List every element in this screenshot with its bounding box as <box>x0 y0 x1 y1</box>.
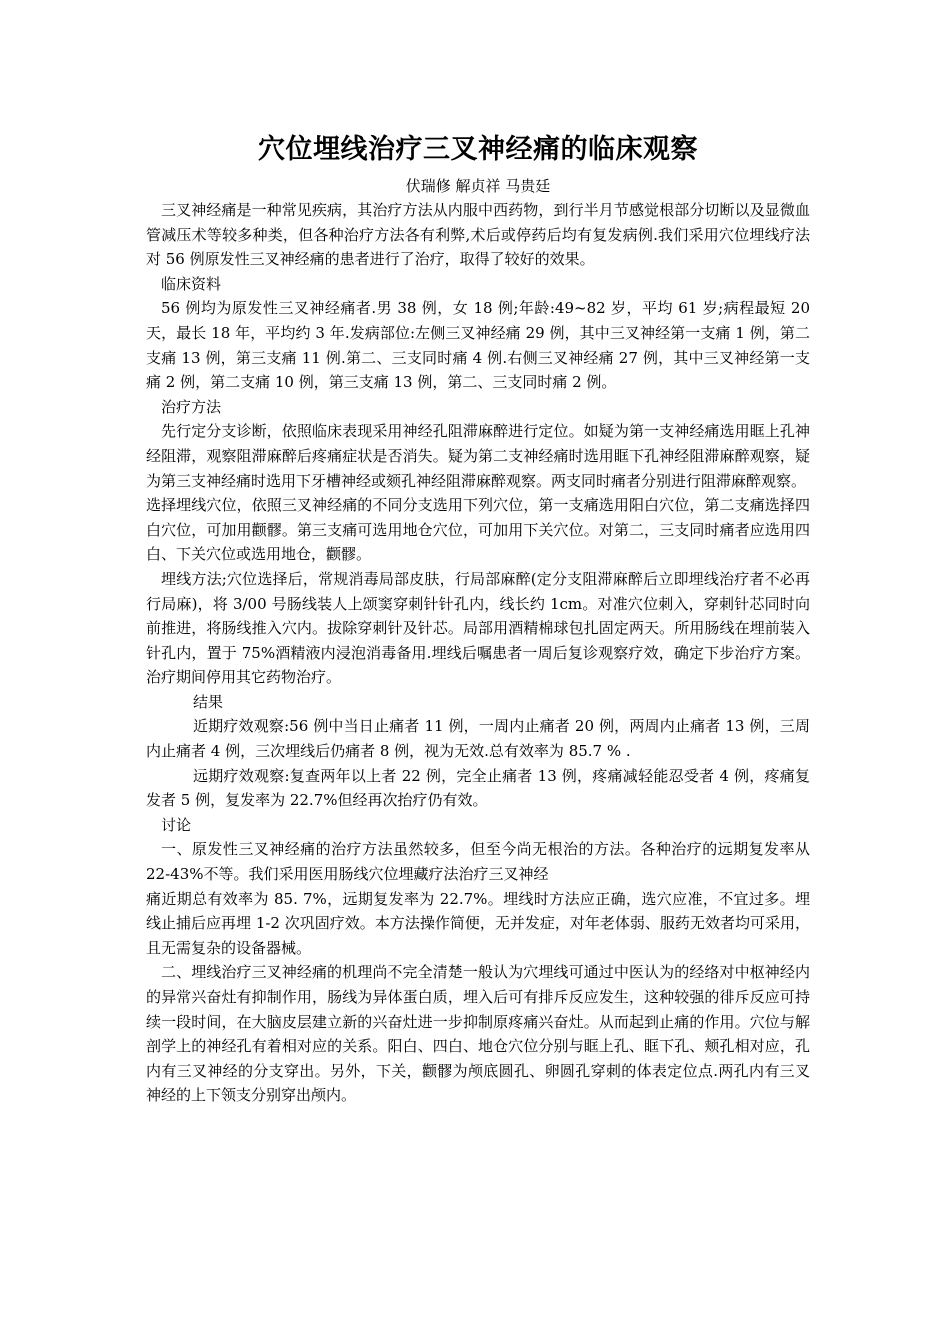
section-heading-results: 结果 <box>193 692 224 711</box>
treatment-paragraph-2: 选择埋线穴位，依照三叉神经痛的不同分支选用下列穴位，第一支痛选用阳白穴位，第二支痛选择四白穴位，可加用颧髎。第三支痛可选用地仓穴位，可加用下关穴位。对第二，三支同时痛者应选用四白、下关穴位或选用地仓，颧髎。 <box>146 496 810 564</box>
document-authors: 伏瑞修 解贞祥 马贵廷 <box>405 177 551 195</box>
treatment-paragraph-3: 埋线方法;穴位选择后，常规消毒局部皮肤，行局部麻醉(定分支阻滞麻醉后立即埋线治疗者不必再行局麻)，将 3/00 号肠线装人上颂窦穿刺针针孔内，线长约 1cm。对准穴位刺入，穿刺针芯同时向前推进，将肠线推入穴内。拔除穿刺针及针芯。局部用酒精棉球包扎固定两天。所用肠线在埋前装入针孔内，置于 75%酒精液内浸泡消毒备用.埋线后嘱患者一周后复诊观察疗效，确定下步治疗方案。治疗期间停用其它药物治疗。 <box>146 569 810 687</box>
treatment-paragraph-1: 先行定分支诊断，依照临床表现采用神经孔阻滞麻醉进行定位。如疑为第一支神经痛选用眶上孔神经阻滞，观察阻滞麻醉后疼痛症状是否消失。疑为第二支神经痛时选用眶下孔神经阻滞麻醉观察，疑为第三支神经痛时选用下牙槽神经或颏孔神经阻滞麻醉观察。两支同时痛者分别进行阻滞麻醉观察。 <box>146 422 810 490</box>
section-heading-treatment: 治疗方法 <box>161 397 222 416</box>
results-long-term-paragraph: 远期疗效观察:复查两年以上者 22 例，完全止痛者 13 例，疼痛减轻能忍受者 4 例，疼痛复发者 5 例，复发率为 22.7%但经再次抬疗仍有效。 <box>146 766 810 810</box>
section-heading-discussion: 讨论 <box>161 815 192 834</box>
document-page <box>146 128 810 1108</box>
discussion-paragraph-3: 二、埋线治疗三叉神经痛的机理尚不完全清楚一般认为穴埋线可通过中医认为的经络对中枢神经内的异常兴奋灶有抑制作用，肠线为异体蛋白质，埋入后可有排斥反应发生，这种较强的徘斥反应可持续一段时间，在大脑皮层建立新的兴奋灶进一步抑制原疼痛兴奋灶。从而起到止痛的作用。穴位与解剖学上的神经孔有着相对应的关系。阳白、四白、地仓穴位分别与眶上孔、眶下孔、颊孔相对应，孔内有三叉神经的分支穿出。另外，下关，颧髎为颅底圆孔、卵圆孔穿刺的体表定位点.两孔内有三叉神经的上下领支分别穿出颅内。 <box>146 963 810 1105</box>
discussion-paragraph-1: 一、原发性三叉神经痛的治疗方法虽然较多，但至今尚无根治的方法。各种治疗的远期复发率从 22-43%不等。我们采用医用肠线穴位埋藏疗法治疗三叉神经 <box>146 840 810 884</box>
intro-paragraph: 三叉神经痛是一种常见疾病，其治疗方法从内服中西药物，到行半月节感觉根部分切断以及显微血管减压术等较多种类，但各种治疗方法各有利弊,术后或停药后均有复发病例.我们采用穴位埋线疗法对 56 例原发性三叉神经痛的患者进行了治疗，取得了较好的效果。 <box>146 201 810 269</box>
document-title: 穴位埋线治疗三叉神经痛的临床观察 <box>258 134 698 165</box>
section-heading-clinical-data: 临床资料 <box>161 274 222 293</box>
clinical-data-paragraph: 56 例均为原发性三叉神经痛者.男 38 例，女 18 例;年龄:49~82 岁，平均 61 岁;病程最短 20 天，最长 18 年，平均约 3 年.发病部位:左侧三叉神经痛 29 例，其中三叉神经第一支痛 1 例，第二支痛 13 例，第三支痛 11 例.第二、三支同时痛 4 例.右侧三叉神经痛 27 例，其中三叉神经第一支痛 2 例，第二支痛 10 例，第三支痛 13 例，第二、三支同时痛 2 例。 <box>146 299 810 392</box>
discussion-paragraph-2: 痛近期总有效率为 85. 7%，远期复发率为 22.7%。埋线时方法应正确，选穴应准，不宜过多。埋线止捕后应再埋 1-2 次巩固疗效。本方法操作简便，无并发症，对年老体弱、服药无效者均可采用，且无需复杂的设备器械。 <box>146 889 810 957</box>
results-short-term-paragraph: 近期疗效观察:56 例中当日止痛者 11 例，一周内止痛者 20 例，两周内止痛者 13 例，三周内止痛者 4 例，三次埋线后仍痛者 8 例，视为无效.总有效率为 85.7 % . <box>146 717 810 761</box>
